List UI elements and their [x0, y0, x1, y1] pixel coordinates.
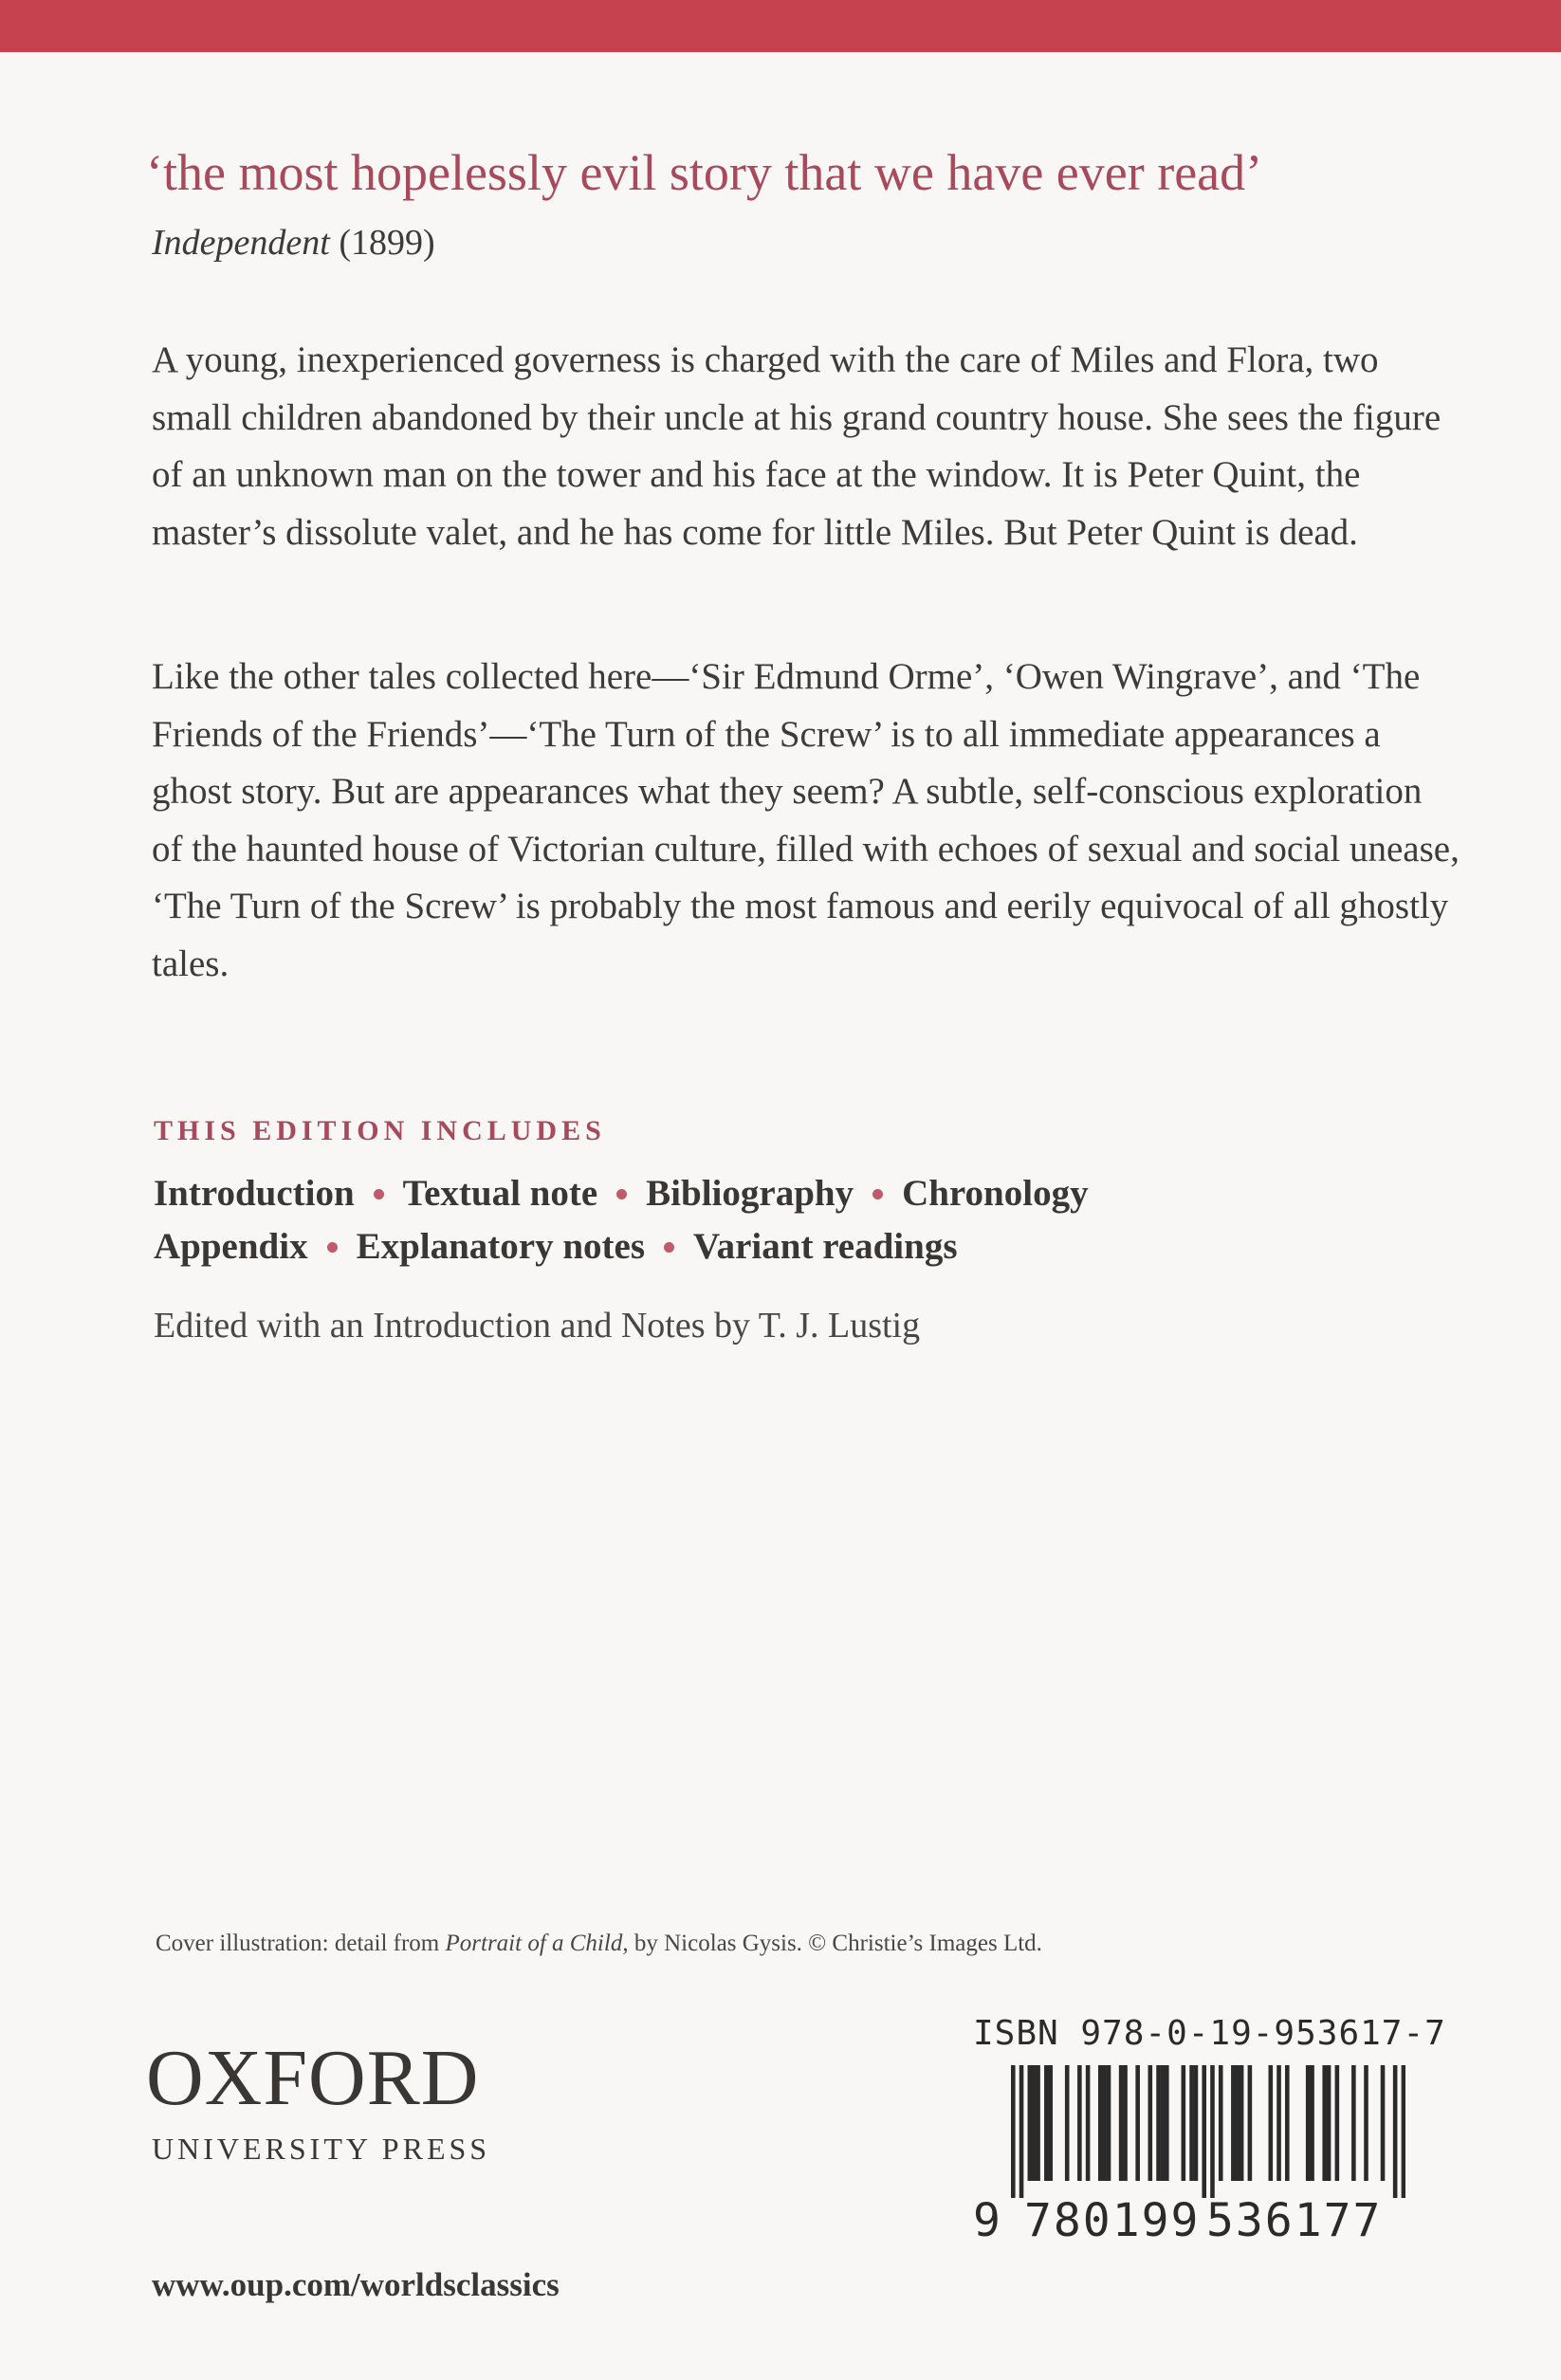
- bullet-dot-icon: [327, 1242, 338, 1253]
- edition-includes-row-1: [154, 1172, 1089, 1215]
- bullet-dot-icon: [616, 1189, 627, 1199]
- barcode-bar: [1123, 2065, 1128, 2181]
- barcode-bar: [1327, 2065, 1331, 2181]
- barcode-bar: [1107, 2065, 1111, 2181]
- barcode-bar: [1335, 2065, 1340, 2181]
- barcode-bar: [1202, 2065, 1206, 2198]
- blurb-paragraph-2: [152, 649, 1460, 993]
- barcode-bar: [1044, 2065, 1049, 2181]
- cover-credit-title: Portrait of a Child: [445, 1931, 623, 1956]
- blurb-text-2: Like the other tales collected here—‘Sir Edmund Orme’, ‘Owen Wingrave’, and ‘The Friends of the Friends’—‘The Turn of the Screw’ is to all immediate appearances a ghost story. But are appearances what they seem? A subtle, self-conscious exploration of the haunted house of Victorian culture, filled with echoes of sexual and social unease, ‘The Turn of the Screw’ is probably the most famous and eerily equivocal of all ghostly tales.: [152, 656, 1460, 984]
- barcode-digit-lead: 9: [973, 2194, 1002, 2247]
- barcode-bar: [1210, 2065, 1215, 2198]
- review-quote: ‘the most hopelessly evil story that we have ever read’: [146, 144, 1263, 201]
- barcode-digit-group-2: 536177: [1206, 2194, 1383, 2247]
- edition-includes-row-2: [154, 1225, 958, 1268]
- barcode-bar: [1310, 2065, 1314, 2181]
- barcode-bar: [1364, 2065, 1368, 2181]
- barcode-bar: [1393, 2065, 1398, 2198]
- edition-item: Variant readings: [693, 1226, 958, 1267]
- barcode-bar: [1086, 2065, 1091, 2181]
- barcode-bar: [1285, 2065, 1290, 2181]
- barcode-bar: [1011, 2065, 1016, 2198]
- edition-item: Introduction: [154, 1173, 355, 1214]
- barcode-bar: [1019, 2065, 1024, 2198]
- edition-item: Bibliography: [646, 1173, 854, 1214]
- barcode-bar: [1235, 2065, 1240, 2181]
- barcode-bar: [1306, 2065, 1311, 2181]
- barcode-bar: [1322, 2065, 1327, 2181]
- publisher-url[interactable]: www.oup.com/worldsclassics: [152, 2266, 560, 2303]
- quote-source-name: Independent: [152, 223, 330, 263]
- cover-illustration-credit: [156, 1931, 1042, 1957]
- barcode-bar: [1248, 2065, 1253, 2181]
- edition-item: Appendix: [154, 1226, 308, 1267]
- barcode-bar: [1077, 2065, 1082, 2181]
- barcode-bar: [1402, 2065, 1405, 2198]
- barcode-bar: [1276, 2065, 1281, 2181]
- barcode-bar: [1032, 2065, 1037, 2181]
- quote-source: [152, 222, 435, 264]
- top-color-band: [0, 0, 1561, 52]
- cover-credit-prefix: Cover illustration: detail from: [156, 1931, 446, 1956]
- edition-includes-heading: THIS EDITION INCLUDES: [154, 1115, 606, 1146]
- edition-item: Explanatory notes: [356, 1226, 646, 1267]
- barcode-bar: [1098, 2065, 1103, 2181]
- barcode-bar: [1219, 2065, 1223, 2181]
- barcode-bar: [1036, 2065, 1040, 2181]
- barcode-bar: [1102, 2065, 1107, 2181]
- barcode-bar: [1381, 2065, 1386, 2181]
- barcode-bar: [1135, 2065, 1140, 2181]
- quote-source-year: (1899): [329, 223, 435, 263]
- barcode-bar: [1194, 2065, 1199, 2181]
- edition-item: Textual note: [402, 1173, 598, 1214]
- barcode-bar: [1148, 2065, 1153, 2181]
- barcode-bar: [1231, 2065, 1236, 2181]
- bullet-dot-icon: [374, 1189, 384, 1199]
- barcode-bar: [1028, 2065, 1033, 2181]
- blurb-text-1: A young, inexperienced governess is charged with the care of Miles and Flora, two small children abandoned by their uncle at his grand country house. She sees the figure of an unknown man on the tower and his face at the window. It is Peter Quint, the master’s dissolute valet, and he has come for little Miles. But Peter Quint is dead.: [152, 339, 1442, 553]
- barcode-bar: [1189, 2065, 1194, 2181]
- barcode-bar: [1048, 2065, 1053, 2181]
- barcode-bar: [1240, 2065, 1244, 2181]
- isbn-label: ISBN 978-0-19-953617-7: [973, 2014, 1446, 2053]
- blurb-paragraph-1: [152, 332, 1460, 561]
- edition-item: Chronology: [902, 1173, 1089, 1214]
- barcode-bar: [1119, 2065, 1124, 2181]
- barcode-digit-group-1: 780199: [1024, 2194, 1201, 2247]
- barcode-bar: [1268, 2065, 1273, 2181]
- bullet-dot-icon: [664, 1242, 674, 1253]
- publisher-logo-subtitle: UNIVERSITY PRESS: [152, 2132, 491, 2166]
- barcode-bar: [1156, 2065, 1161, 2181]
- barcode-bar: [1182, 2065, 1186, 2181]
- barcode-bar: [1161, 2065, 1166, 2181]
- barcode-icon: [1011, 2065, 1405, 2198]
- barcode-bar: [1351, 2065, 1356, 2181]
- editor-credit: Edited with an Introduction and Notes by T. J. Lustig: [154, 1306, 921, 1346]
- cover-credit-suffix: , by Nicolas Gysis. © Christie’s Images Ltd.: [622, 1931, 1042, 1956]
- publisher-logo-name: OXFORD: [146, 2034, 480, 2122]
- bullet-dot-icon: [872, 1189, 883, 1199]
- barcode-bar: [1165, 2065, 1169, 2181]
- barcode-bar: [1065, 2065, 1070, 2181]
